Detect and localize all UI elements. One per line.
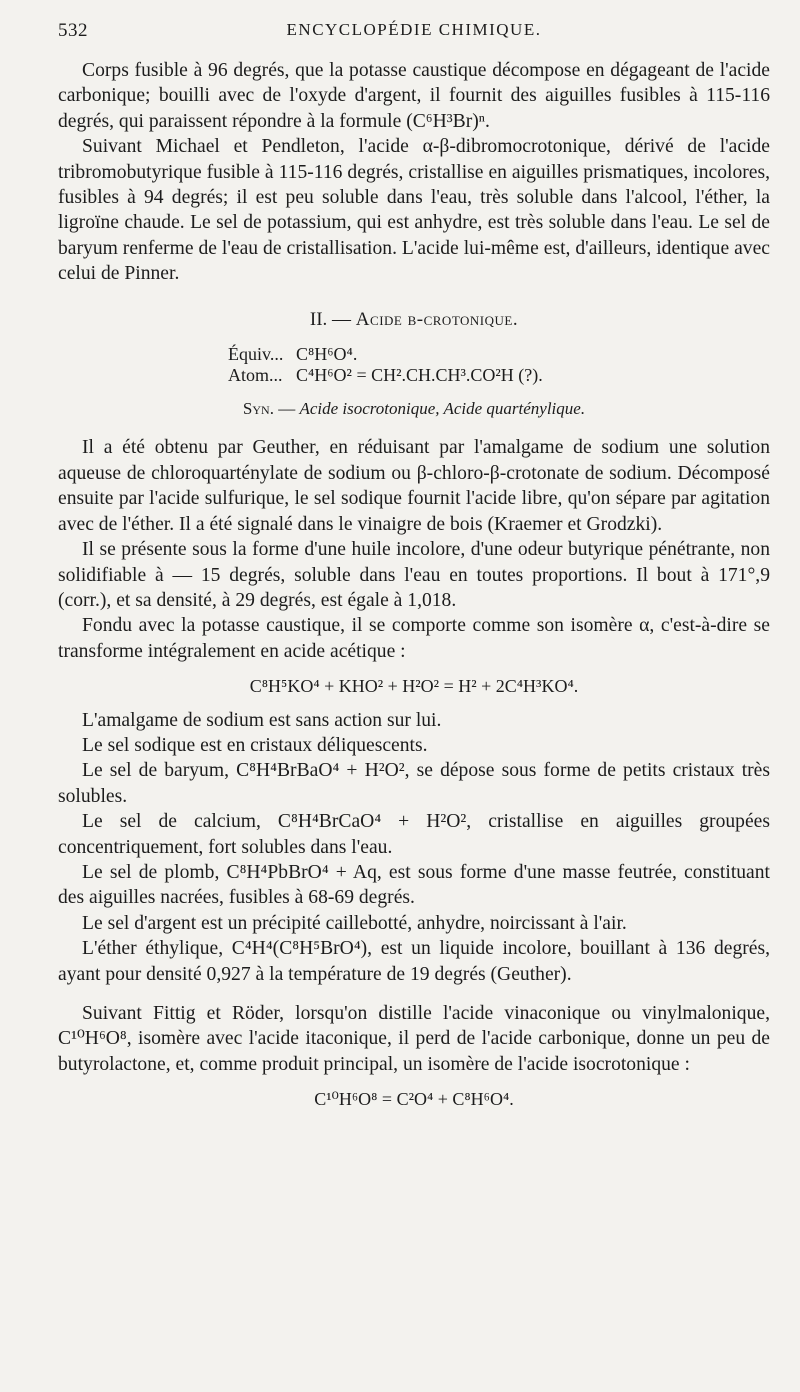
- paragraph: Le sel d'argent est un précipité caillebotté, anhydre, noircissant à l'air.: [82, 912, 627, 934]
- section-title: Acide β-crotonique.: [355, 308, 519, 330]
- equiv-label: Équiv...: [228, 344, 284, 365]
- paragraph: Il se présente sous la forme d'une huile incolore, d'une odeur butyrique pénétrante, non solidifiable à — 15 degrés, soluble dans l'eau en toutes proportions. Il bout à 171°,9 (corr.), et sa densité, à 29 degrés, est égale à 1,018.: [58, 539, 770, 611]
- section-heading: [58, 307, 770, 332]
- paragraph: Corps fusible à 96 degrés, que la potasse caustique décompose en dégageant de l'acide carbonique; bouilli avec de l'oxyde d'argent, il fournit des aiguilles fusibles à 115-116 degrés, qui paraissent répondre à la formule (C⁶H³Br)ⁿ.: [58, 60, 770, 132]
- equation: C⁸H⁵KO⁴ + KHO² + H²O² = H² + 2C⁴H³KO⁴.: [249, 676, 579, 697]
- paragraph: Le sel de plomb, C⁸H⁴PbBrO⁴ + Aq, est sous forme d'une masse feutrée, constituant des aiguilles nacrées, fusibles à 68-69 degrés.: [58, 861, 770, 909]
- paragraph: Fondu avec la potasse caustique, il se comporte comme son isomère α, c'est-à-dire se transforme intégralement en acide acétique :: [58, 615, 770, 662]
- atom-formula: C⁴H⁶O² = CH².CH.CH³.CO²H (?).: [296, 365, 543, 386]
- paragraph: L'amalgame de sodium est sans action sur lui.: [82, 709, 442, 731]
- section-number: II. —: [309, 308, 356, 330]
- synonyms-separator: —: [273, 399, 300, 419]
- page-number: 532: [58, 20, 88, 41]
- equiv-line: [228, 344, 770, 365]
- page-body: [58, 58, 770, 1121]
- page-header: [58, 20, 770, 46]
- paragraph: Il a été obtenu par Geuther, en réduisant par l'amalgame de sodium une solution aqueuse de chloroquarténylate de sodium ou β-chloro-β-crotonate de sodium. Décomposé ensuite par l'acide sulfurique, le sel sodique fournit l'acide libre, qu'on sépare par agitation avec de l'éther. Il a été signalé dans le vinaigre de bois (Kraemer et Grodzki).: [58, 437, 770, 535]
- running-title: ENCYCLOPÉDIE CHIMIQUE.: [286, 20, 542, 39]
- equation: C¹⁰H⁶O⁸ = C²O⁴ + C⁸H⁶O⁴.: [314, 1089, 514, 1110]
- formula-block: [228, 344, 770, 386]
- equiv-formula: C⁸H⁶O⁴.: [296, 344, 358, 365]
- paragraph: Le sel de baryum, C⁸H⁴BrBaO⁴ + H²O², se dépose sous forme de petits cristaux très solubles.: [58, 760, 770, 807]
- atom-label: Atom...: [228, 365, 283, 386]
- synonyms-value: Acide isocrotonique, Acide quarténylique.: [299, 399, 586, 419]
- paragraph: L'éther éthylique, C⁴H⁴(C⁸H⁵BrO⁴), est un liquide incolore, bouillant à 136 degrés, ayant pour densité 0,927 à la température de 19 degrés (Geuther).: [58, 938, 770, 985]
- atom-line: [228, 365, 770, 386]
- paragraph: Le sel de calcium, C⁸H⁴BrCaO⁴ + H²O², cristallise en aiguilles groupées concentriquement, fort solubles dans l'eau.: [58, 811, 770, 858]
- paragraph: Suivant Michael et Pendleton, l'acide α-β-dibromocrotonique, dérivé de l'acide tribromobutyrique fusible à 115-116 degrés, cristallise en aiguilles prismatiques, incolores, fusibles à 94 degrés; il est peu soluble dans l'eau, très soluble dans l'alcool, l'éther, la ligroïne chaude. Le sel de potassium, qui est anhydre, est très soluble dans l'eau. Le sel de baryum renferme de l'eau de cristallisation. L'acide lui-même est, d'ailleurs, identique avec celui de Pinner.: [58, 136, 770, 285]
- synonyms: [58, 396, 770, 421]
- synonyms-label: Syn.: [242, 399, 274, 419]
- spacer: [58, 987, 770, 1001]
- paragraph: Le sel sodique est en cristaux déliquescents.: [82, 734, 428, 756]
- paragraph: Suivant Fittig et Röder, lorsqu'on distille l'acide vinaconique ou vinylmalonique, C¹⁰H⁶O⁸, isomère avec l'acide itaconique, il perd de l'acide carbonique, donne un peu de butyrolactone, et, comme produit principal, un isomère de l'acide isocrotonique :: [58, 1003, 770, 1075]
